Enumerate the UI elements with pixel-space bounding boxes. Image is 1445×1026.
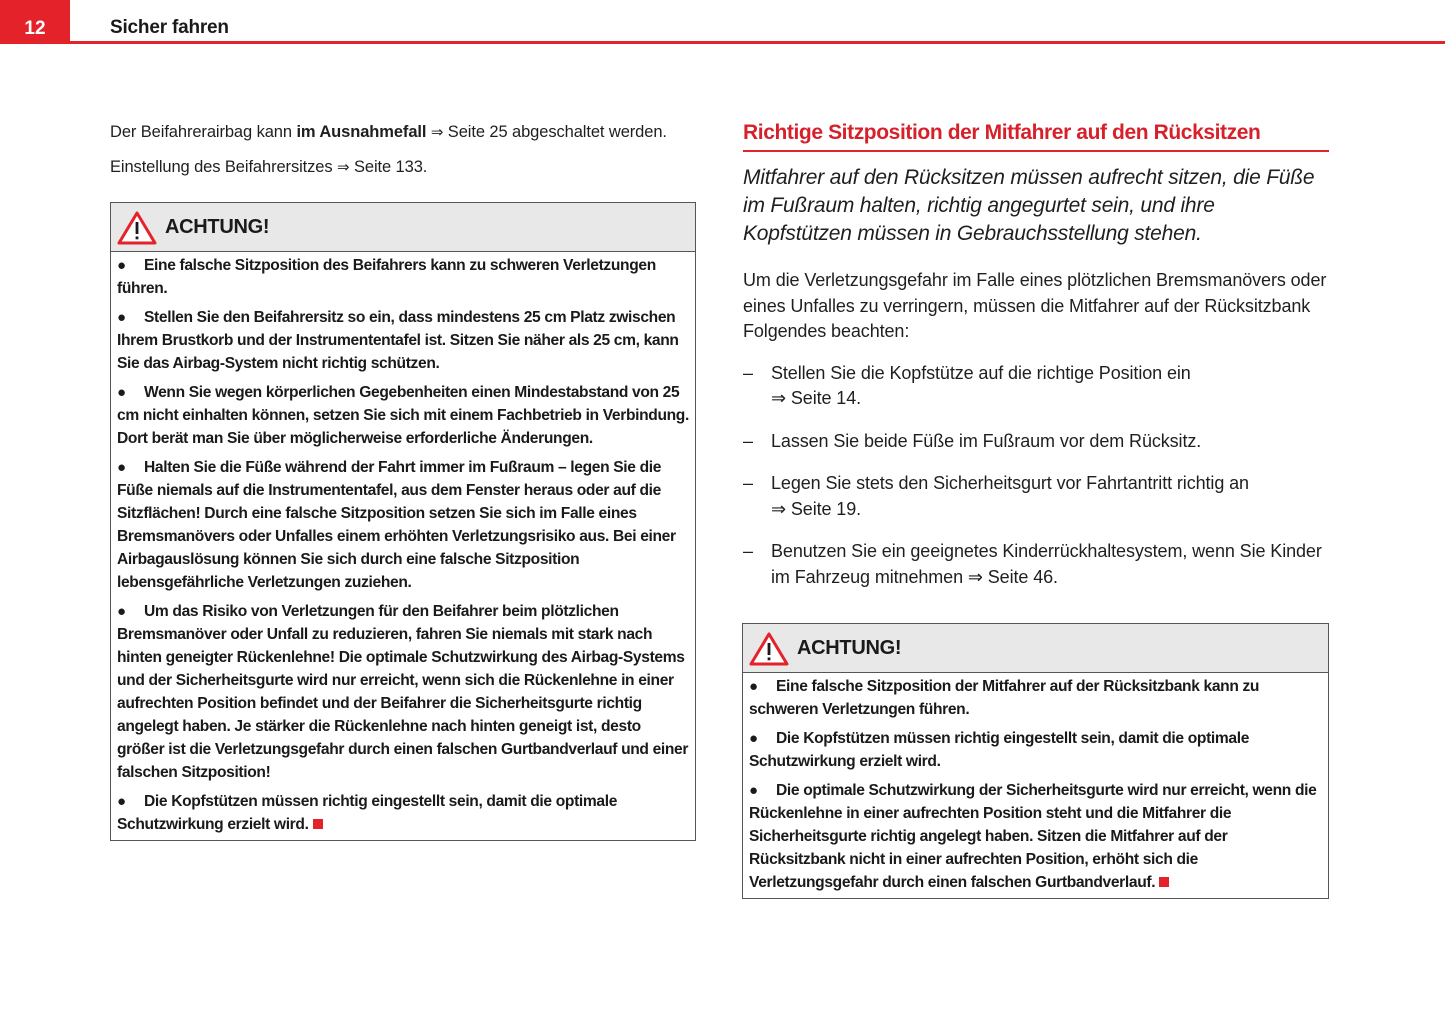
warning-item — [117, 456, 689, 594]
list-text: Lassen Sie beide Füße im Fußraum vor dem Rücksitz. — [771, 430, 1202, 451]
warning-title: ACHTUNG! — [797, 637, 902, 659]
list-text: Stellen Sie die Kopfstütze auf die richtige Position ein — [771, 362, 1191, 383]
bullet-icon: ● — [749, 678, 758, 695]
page-ref-link[interactable]: ⇒ Seite 46. — [967, 566, 1058, 587]
warning-title: ACHTUNG! — [165, 216, 270, 238]
page-ref-link[interactable]: Seite 133. — [349, 158, 428, 176]
page-header — [0, 0, 1445, 44]
page-ref-link[interactable]: ⇒ Seite 19. — [771, 498, 862, 519]
warning-box-rear-passengers — [742, 623, 1329, 899]
warning-text: Halten Sie die Füße während der Fahrt immer im Fußraum – legen Sie die Füße niemals auf die Instrumententafel, aus dem Fenster heraus oder auf die Sitzflächen! Durch eine falsche Sitzposition setzen Sie sich im Falle eines Bremsmanövers oder Unfalles einem erhöhten Verletzungsrisiko aus. Bei einer Airbagauslösung können Sie sich durch eine falsche Sitzposition lebensgefährliche Verletzungen zuziehen. — [117, 459, 676, 591]
bullet-icon: ● — [117, 384, 126, 401]
warning-text: Die optimale Schutzwirkung der Sicherheitsgurte wird nur erreicht, wenn die Rückenlehne in einer aufrechten Position steht und die Mitfahrer die Sicherheitsgurte richtig angelegt haben. Sitzen die Mitfahrer auf der Rücksitzbank nicht in einer aufrechten Position, erhöht sich die Verletzungsgefahr durch einen falschen Gurtbandverlauf. — [749, 782, 1317, 891]
bullet-icon: ● — [749, 782, 758, 799]
section-end-marker-icon — [313, 819, 323, 829]
warning-text: Die Kopfstützen müssen richtig eingestellt sein, damit die optimale Schutzwirkung erzielt wird. — [749, 730, 1250, 770]
warning-item — [117, 790, 689, 836]
bullet-icon: ● — [117, 603, 126, 620]
section-heading: Richtige Sitzposition der Mitfahrer auf den Rücksitzen — [743, 120, 1329, 152]
warning-item — [117, 381, 689, 450]
section-end-marker-icon — [1159, 877, 1169, 887]
warning-body — [743, 673, 1328, 898]
emphasis-text: im Ausnahmefall — [296, 123, 427, 141]
page-ref-link[interactable]: Seite 25 abgeschaltet werden. — [443, 123, 667, 141]
warning-text: Eine falsche Sitzposition der Mitfahrer auf der Rücksitzbank kann zu schweren Verletzungen führen. — [749, 678, 1260, 718]
list-item — [743, 429, 1329, 455]
bullet-icon: ● — [117, 459, 126, 476]
bullet-icon: ● — [117, 309, 126, 326]
warning-item — [117, 600, 689, 784]
list-item — [743, 471, 1329, 522]
warning-triangle-icon — [117, 211, 157, 245]
page-ref-arrow-icon: ⇒ — [430, 123, 444, 141]
warning-text: Eine falsche Sitzposition des Beifahrers kann zu schweren Verletzungen führen. — [117, 257, 656, 297]
page-ref-arrow-icon: ⇒ — [337, 158, 350, 176]
warning-item — [749, 675, 1322, 721]
bullet-icon: ● — [749, 730, 758, 747]
paragraph-airbag-off — [110, 120, 696, 145]
warning-text: Wenn Sie wegen körperlichen Gegebenheiten einen Mindestabstand von 25 cm nicht einhalten können, setzen Sie sich mit einem Fachbetrieb in Verbindung. Dort berät man Sie über möglicherweise erforderliche Änderungen. — [117, 384, 689, 447]
header-rule — [70, 41, 1445, 44]
warning-item — [117, 254, 689, 300]
page-number: 12 — [24, 18, 46, 39]
body-paragraph: Um die Verletzungsgefahr im Falle eines plötzlichen Bremsmanövers oder eines Unfalles zu verringern, müssen die Mitfahrer auf der Rücksitzbank Folgendes beachten: — [743, 270, 1327, 341]
warning-text: Um das Risiko von Verletzungen für den Beifahrer beim plötzlichen Bremsmanöver oder Unfall zu reduzieren, fahren Sie niemals mit stark nach hinten geneigter Rückenlehne! Die optimale Schutzwirkung des Airbag-Systems und der Sicherheitsgurte wird nur erreicht, wenn sich die Rückenlehne in einer aufrechten Position befindet und der Beifahrer die Sicherheitsgurte richtig angelegt haben. Je stärker die Rückenlehne nach hinten geneigt ist, desto größer ist die Verletzungsgefahr durch einen falschen Gurtbandverlauf und einer falschen Sitzposition! — [117, 603, 689, 781]
section-title: Sicher fahren — [110, 17, 229, 38]
warning-triangle-icon — [749, 632, 789, 666]
list-text: Benutzen Sie ein geeignetes Kinderrückhaltesystem, wenn Sie Kinder im Fahrzeug mitnehmen — [771, 541, 1322, 587]
text: Der Beifahrerairbag kann — [110, 123, 297, 141]
warning-header — [111, 203, 695, 252]
intro-summary: Mitfahrer auf den Rücksitzen müssen aufrecht sitzen, die Füße im Fußraum halten, richtig angegurtet sein, und ihre Kopfstützen müssen in Gebrauchsstellung stehen. — [743, 166, 1315, 245]
warning-text: Die Kopfstützen müssen richtig eingestellt sein, damit die optimale Schutzwirkung erzielt wird. — [117, 793, 618, 833]
instruction-list — [743, 361, 1329, 591]
right-column — [743, 120, 1329, 607]
warning-box-front-passenger — [110, 202, 696, 841]
warning-item — [117, 306, 689, 375]
list-item — [743, 539, 1329, 590]
dash-icon: – — [743, 473, 753, 493]
bullet-icon: ● — [117, 793, 126, 810]
list-item — [743, 361, 1329, 412]
text: Einstellung des Beifahrersitzes — [110, 158, 338, 176]
warning-item — [749, 779, 1322, 894]
dash-icon: – — [743, 362, 753, 383]
dash-icon: – — [743, 541, 753, 561]
list-text: Legen Sie stets den Sicherheitsgurt vor Fahrtantritt richtig an — [771, 473, 1249, 493]
page-number-box — [0, 0, 70, 44]
bullet-icon: ● — [117, 257, 126, 274]
page-ref-link[interactable]: ⇒ Seite 14. — [771, 388, 862, 408]
warning-text: Stellen Sie den Beifahrersitz so ein, dass mindestens 25 cm Platz zwischen Ihrem Brustkorb und der Instrumententafel ist. Sitzen Sie näher als 25 cm, kann Sie das Airbag-System nicht richtig schützen. — [117, 309, 679, 372]
warning-header — [743, 624, 1328, 673]
paragraph-seat-adjust — [110, 155, 696, 180]
warning-body — [111, 252, 695, 840]
warning-item — [749, 727, 1322, 773]
dash-icon: – — [743, 430, 753, 451]
left-column — [110, 120, 696, 180]
